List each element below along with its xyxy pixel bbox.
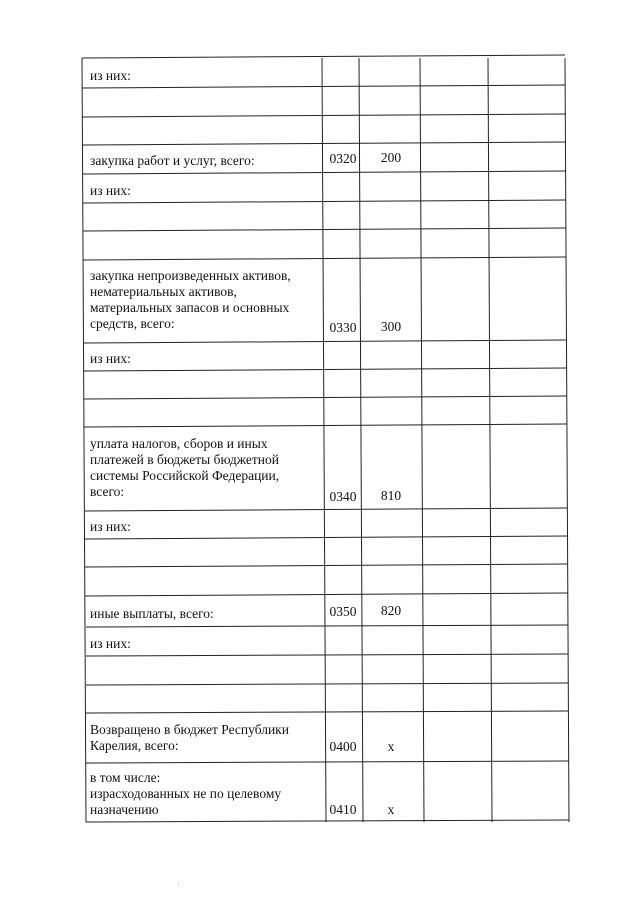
- row-code: 0320: [329, 151, 357, 166]
- scan-speck: [178, 884, 179, 885]
- row-code: 0350: [329, 604, 357, 619]
- row-kosgu: 200: [380, 150, 402, 165]
- row-label: иные выплаты, всего:: [90, 606, 214, 621]
- row-label: закупка непроизведенных активов, нематериальных активов, материальных запасов и основных средств, всего:: [90, 268, 291, 331]
- row-kosgu: 820: [380, 603, 402, 618]
- row-label: уплата налогов, сборов и иных платежей в бюджеты бюджетной системы Российской Федерации, всего:: [90, 436, 280, 499]
- row-label: из них:: [90, 519, 131, 534]
- row-label: из них:: [90, 183, 131, 198]
- row-code: 0340: [329, 489, 357, 504]
- row-code: 0330: [329, 320, 357, 335]
- row-code: 0410: [329, 802, 357, 817]
- row-label: в том числе: израсходованных не по целевому назначению: [90, 770, 282, 817]
- row-label: из них:: [90, 636, 131, 651]
- row-label: Возвращено в бюджет Республики Карелия, всего:: [90, 722, 289, 753]
- row-kosgu: 300: [380, 319, 402, 334]
- row-label: из них:: [90, 351, 131, 366]
- row-kosgu: 810: [380, 488, 402, 503]
- row-label: из них:: [90, 68, 131, 83]
- row-kosgu: x: [387, 739, 395, 754]
- row-kosgu: x: [387, 802, 395, 817]
- row-label: закупка работ и услуг, всего:: [90, 153, 255, 168]
- row-code: 0400: [329, 739, 357, 754]
